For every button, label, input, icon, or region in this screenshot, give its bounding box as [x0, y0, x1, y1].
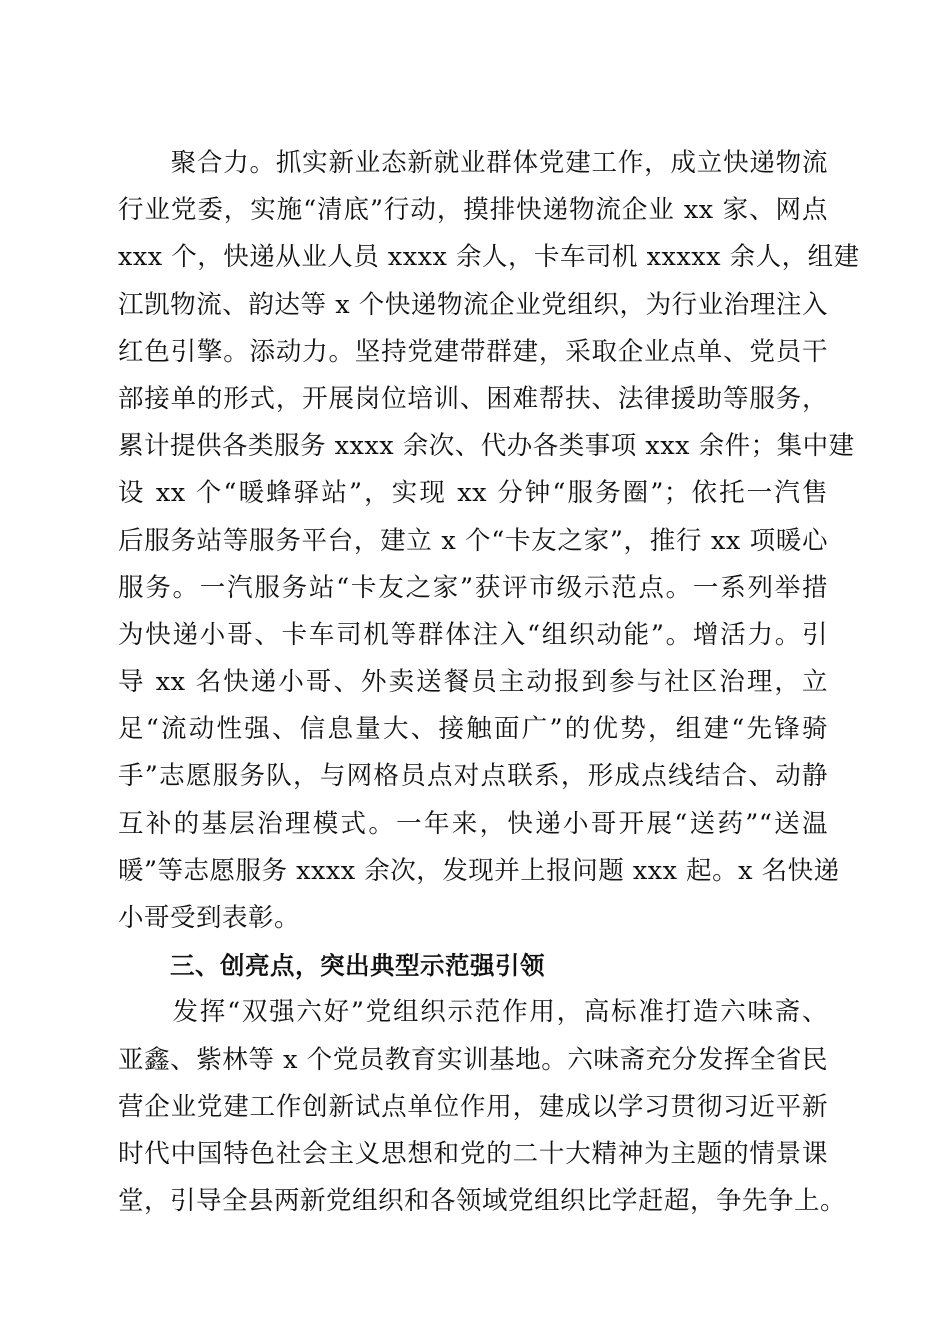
paragraph-2-line: 营企业党建工作创新试点单位作用，建成以学习贯彻习近平新	[118, 1091, 828, 1122]
paragraph-2-line: 亚鑫、紫林等 x 个党员教育实训基地。六味斋充分发挥全省民	[118, 1044, 828, 1075]
paragraph-2-line: 发挥“双强六好”党组织示范作用，高标准打造六味斋、	[118, 997, 828, 1028]
paragraph-1	[118, 140, 860, 942]
paragraph-1-line: 导 xx 名快递小哥、外卖送餐员主动报到参与社区治理，立	[118, 667, 828, 698]
paragraph-1-line: 后服务站等服务平台，建立 x 个“卡友之家”，推行 xx 项暖心	[118, 525, 828, 556]
paragraph-1-line: 小哥受到表彰。	[118, 903, 301, 933]
paragraph-2	[118, 989, 847, 1225]
paragraph-1-line: 足“流动性强、信息量大、接触面广”的优势，组建“先锋骑	[118, 714, 828, 745]
section-heading: 三、创亮点，突出典型示范强引领	[170, 951, 545, 981]
paragraph-1-line: 服务。一汽服务站“卡友之家”获评市级示范点。一系列举措	[118, 572, 828, 603]
paragraph-2-line: 堂，引导全县两新党组织和各领域党组织比学赶超，争先争上。	[118, 1186, 847, 1217]
paragraph-1-line: 互补的基层治理模式。一年来，快递小哥开展“送药”“送温	[118, 808, 828, 839]
paragraph-1-line: 部接单的形式，开展岗位培训、困难帮扶、法律援助等服务，	[118, 383, 828, 414]
paragraph-2-line: 时代中国特色社会主义思想和党的二十大精神为主题的情景课	[118, 1138, 828, 1169]
paragraph-1-line: 暖”等志愿服务 xxxx 余次，发现并上报问题 xxx 起。x 名快递	[118, 855, 840, 886]
paragraph-1-line: 江凯物流、韵达等 x 个快递物流企业党组织，为行业治理注入	[118, 289, 828, 320]
paragraph-1-line: 累计提供各类服务 xxxx 余次、代办各类事项 xxx 余件；集中建	[118, 431, 855, 462]
paragraph-1-line: xxx 个，快递从业人员 xxxx 余人，卡车司机 xxxxx 余人，组建	[118, 242, 860, 273]
document-body	[118, 140, 860, 1225]
paragraph-1-line: 手”志愿服务队，与网格员点对点联系，形成点线结合、动静	[118, 761, 828, 792]
paragraph-1-line: 行业党委，实施“清底”行动，摸排快递物流企业 xx 家、网点	[118, 195, 828, 226]
paragraph-1-line: 聚合力。抓实新业态新就业群体党建工作，成立快递物流	[118, 148, 828, 178]
paragraph-1-line: 设 xx 个“暖蜂驿站”，实现 xx 分钟“服务圈”；依托一汽售	[118, 478, 828, 509]
paragraph-1-line: 红色引擎。添动力。坚持党建带群建，采取企业点单、党员干	[118, 336, 828, 367]
paragraph-1-line: 为快递小哥、卡车司机等群体注入“组织动能”。增活力。引	[118, 619, 828, 650]
